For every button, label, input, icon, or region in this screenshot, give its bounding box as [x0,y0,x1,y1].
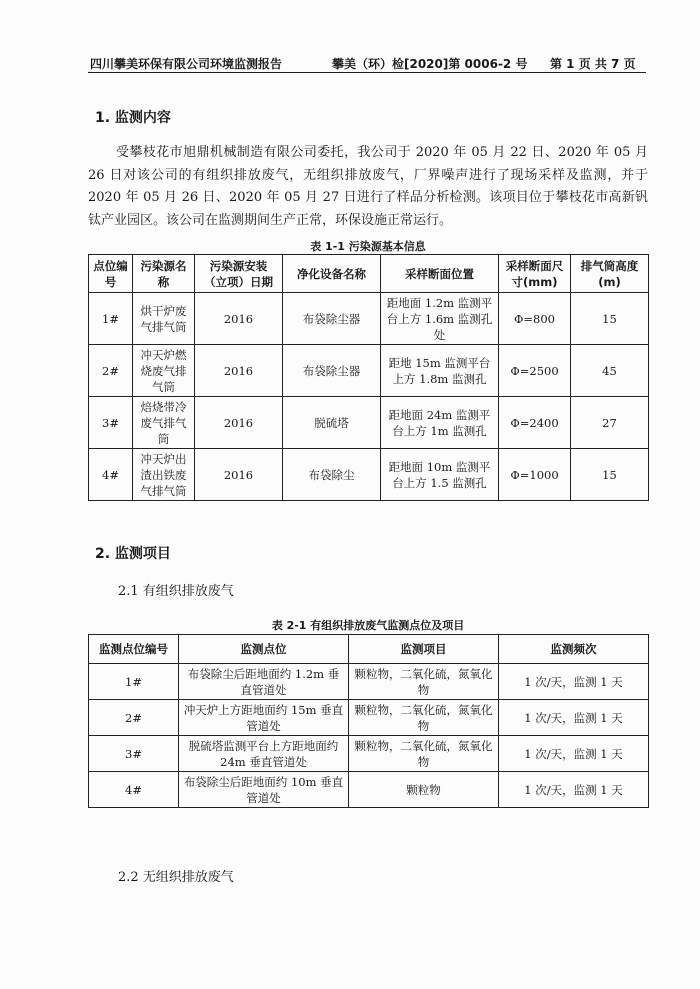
table-row [89,397,649,449]
table-cell: 3# [89,397,133,449]
table-cell: 冲天炉燃烧废气排气筒 [133,345,195,397]
table-cell: 27 [571,397,649,449]
table-row [89,772,649,808]
section-2-2-title: 2.2 无组织排放废气 [118,870,234,885]
table-cell: 焙烧带冷废气排气筒 [133,397,195,449]
column-header: 净化设备名称 [283,255,381,293]
table-row [89,449,649,501]
pollution-source-table [88,254,649,501]
table-cell: 2016 [195,345,283,397]
table-cell: 颗粒物，二氧化硫，氮氧化物 [349,700,499,736]
table-cell: 脱硫塔 [283,397,381,449]
section-1-paragraph: 受攀枝花市旭鼎机械制造有限公司委托，我公司于 2020 年 05 月 22 日、2020 年 05 月 26 日对该公司的有组织排放废气，无组织排放废气，厂界噪声进行了现场采样及监测，并于 2020 年 05 月 26 日、2020 年 05 月 27 日进行了样品分析检测。该项目位于攀枝花市高新钒钛产业园区。该公司在监测期间生产正常，环保设施正常运行。 [88,145,648,228]
table-cell: 1# [89,664,179,700]
column-header: 点位编号 [89,255,133,293]
table-cell: 2# [89,700,179,736]
section-2-title: 2. 监测项目 [95,546,171,562]
table-1-caption: 表 1-1 污染源基本信息 [310,240,426,253]
table-cell: 颗粒物，二氧化硫，氮氧化物 [349,664,499,700]
section-2-1-title: 2.1 有组织排放废气 [118,584,234,599]
table-cell: 布袋除尘后距地面约 10m 垂直管道处 [179,772,349,808]
table-cell: 45 [571,345,649,397]
column-header: 监测点位 [179,635,349,664]
table-row [89,345,649,397]
table-cell: 烘干炉废气排气筒 [133,293,195,345]
table-cell: Φ=2400 [499,397,571,449]
header-page-number: 第 1 页 共 7 页 [550,57,636,71]
table-cell: 2016 [195,397,283,449]
table-cell: 冲天炉出渣出铁废气排气筒 [133,449,195,501]
table-cell: 2016 [195,449,283,501]
table-cell: Φ=800 [499,293,571,345]
table-cell: 颗粒物 [349,772,499,808]
table-header-row [89,635,649,664]
table-cell: 2016 [195,293,283,345]
table-cell: 距地 15m 监测平台上方 1.8m 监测孔 [381,345,499,397]
table-2-caption: 表 2-1 有组织排放废气监测点位及项目 [271,619,465,632]
table-cell: 2# [89,345,133,397]
column-header: 污染源安装（立项）日期 [195,255,283,293]
table-row [89,293,649,345]
column-header: 污染源名称 [133,255,195,293]
table-cell: 距地面 24m 监测平台上方 1m 监测孔 [381,397,499,449]
table-cell: 脱硫塔监测平台上方距地面约 24m 垂直管道处 [179,736,349,772]
table-cell: 4# [89,772,179,808]
table-cell: 颗粒物，二氧化硫，氮氧化物 [349,736,499,772]
table-cell: 布袋除尘后距地面约 1.2m 垂直管道处 [179,664,349,700]
header-report-number: 攀美（环）检[2020]第 0006-2 号 [332,57,528,71]
table-cell: 布袋除尘 [283,449,381,501]
table-cell: 3# [89,736,179,772]
column-header: 采样断面尺寸(mm) [499,255,571,293]
table-cell: 15 [571,293,649,345]
table-cell: 距地面 10m 监测平台上方 1.5 监测孔 [381,449,499,501]
table-cell: 1 次/天，监测 1 天 [499,736,649,772]
table-cell: 15 [571,449,649,501]
table-cell: Φ=1000 [499,449,571,501]
table-row [89,700,649,736]
column-header: 排气筒高度(m) [571,255,649,293]
table-cell: 1# [89,293,133,345]
header-rule [88,72,646,73]
table-cell: 1 次/天，监测 1 天 [499,664,649,700]
table-cell: Φ=2500 [499,345,571,397]
table-cell: 布袋除尘器 [283,345,381,397]
table-cell: 1 次/天，监测 1 天 [499,772,649,808]
table-cell: 4# [89,449,133,501]
table-cell: 布袋除尘器 [283,293,381,345]
table-cell: 距地面 1.2m 监测平台上方 1.6m 监测孔处 [381,293,499,345]
monitoring-points-table [88,634,649,808]
table-header-row [89,255,649,293]
column-header: 监测频次 [499,635,649,664]
column-header: 监测点位编号 [89,635,179,664]
table-cell: 1 次/天，监测 1 天 [499,700,649,736]
header-company: 四川攀美环保有限公司环境监测报告 [90,57,283,71]
column-header: 监测项目 [349,635,499,664]
table-cell: 冲天炉上方距地面约 15m 垂直管道处 [179,700,349,736]
column-header: 采样断面位置 [381,255,499,293]
table-row [89,736,649,772]
section-1-title: 1. 监测内容 [95,110,171,126]
table-row [89,664,649,700]
